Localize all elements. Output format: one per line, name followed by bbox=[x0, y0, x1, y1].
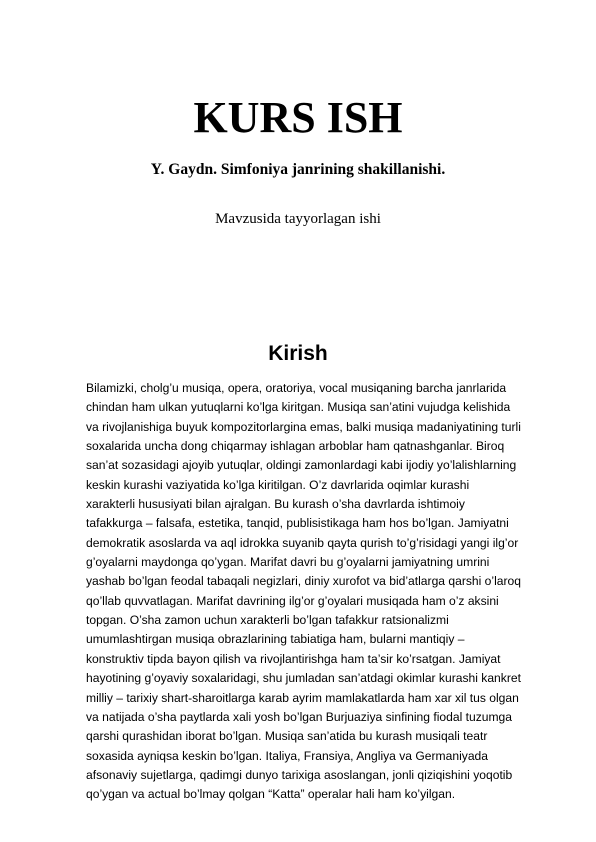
body-line: milliy – tarixiy shart-sharoitlarga karab ayrim mamlakatlarda ham xar xil tus olgan bbox=[86, 690, 519, 705]
body-line: topgan. O’sha zamon uchun xarakterli bo’lgan tafakkur ratsionalizmi bbox=[86, 613, 449, 628]
body-line: afsonaviy sujetlarga, qadimgi dunyo tarixiga asoslangan, jonli qiziqishini yoqotib bbox=[86, 767, 513, 782]
body-line: Bilamizki, cholg’u musiqa, opera, oratoriya, vocal musiqaning barcha janrlarida bbox=[86, 381, 507, 395]
body-line: hayotining g’oyaviy soxalaridagi, shu jumladan san’atdagi okimlar kurashi kankret bbox=[86, 671, 521, 686]
body-line: keskin kurashi vaziyatida ko’lga kiritilgan. O’z davrlarida oqimlar kurashi bbox=[86, 477, 470, 492]
body-line: g’oyalarni maydonga qo’ygan. Marifat davri bu g’oyalarni jamiyatning umrini bbox=[86, 555, 490, 570]
body-line: demokratik asoslarda va aql idrokka suyanib qayta qurish to’g’risidagi yangi ilg’or bbox=[86, 535, 519, 550]
body-line: yashab bo’lgan feodal tabaqali negizlari, diniy xurofot va bid’atlarga qarshi o’laroq bbox=[86, 574, 521, 589]
body-line: chindan ham ulkan yutuqlarni ko’lga kiritgan. Musiqa san’atini vujudga kelishida bbox=[86, 400, 511, 415]
body-line: qo’llab quvvatlagan. Marifat davrining ilg’or g’oyalari musiqada ham o’z aksini bbox=[86, 593, 499, 608]
body-line: san’at sozasidagi ajoyib yutuqlar, oldingi zamonlardagi kabi ijodiy yo’lalishlarning bbox=[86, 458, 517, 473]
document-title: KURS ISH bbox=[193, 93, 403, 142]
body-line: soxalarida uncha dong chiqarmay ishlagan arboblar ham qatnashganlar. Biroq bbox=[86, 439, 505, 454]
body-line: qarshi qurashidan iborat bo’lgan. Musiqa san’atida bu kurash musiqali teatr bbox=[86, 729, 488, 744]
body-line: soxasida ayniqsa keskin bo’lgan. Italiya, Fransiya, Angliya va Germaniyada bbox=[86, 748, 488, 763]
body-line: tafakkurga – falsafa, estetika, tanqid, publisistikaga ham hos bo’lgan. Jamiyatni bbox=[86, 516, 509, 531]
body-line: va natijada o’sha paytlarda xali yosh bo’lgan Burjuaziya sinfining fiodal tuzumga bbox=[86, 709, 513, 724]
body-line: va rivojlanishiga buyuk kompozitorlargina emas, balki musiqa madaniyatining turli bbox=[86, 419, 521, 434]
body-line: konstruktiv tipda bayon qilish va rivojlantirishga ham ta’sir ko’rsatgan. Jamiyat bbox=[86, 651, 501, 666]
section-heading-kirish: Kirish bbox=[268, 342, 328, 365]
body-paragraph bbox=[86, 379, 521, 805]
body-line: xarakterli hususiyati bilan ajralgan. Bu kurash o’sha davrlarda ishtimoiy bbox=[86, 497, 465, 512]
body-line: qo’ygan va actual bo’lmay qolgan “Katta” operalar hali ham ko’yilgan. bbox=[86, 787, 456, 802]
document-subtitle: Y. Gaydn. Simfoniya janrining shakillanishi. bbox=[150, 161, 446, 178]
topic-line: Mavzusida tayyorlagan ishi bbox=[215, 211, 381, 227]
body-line: umumlashtirgan musiqa obrazlarining tabiatiga ham, bularni mantiqiy – bbox=[86, 632, 465, 647]
